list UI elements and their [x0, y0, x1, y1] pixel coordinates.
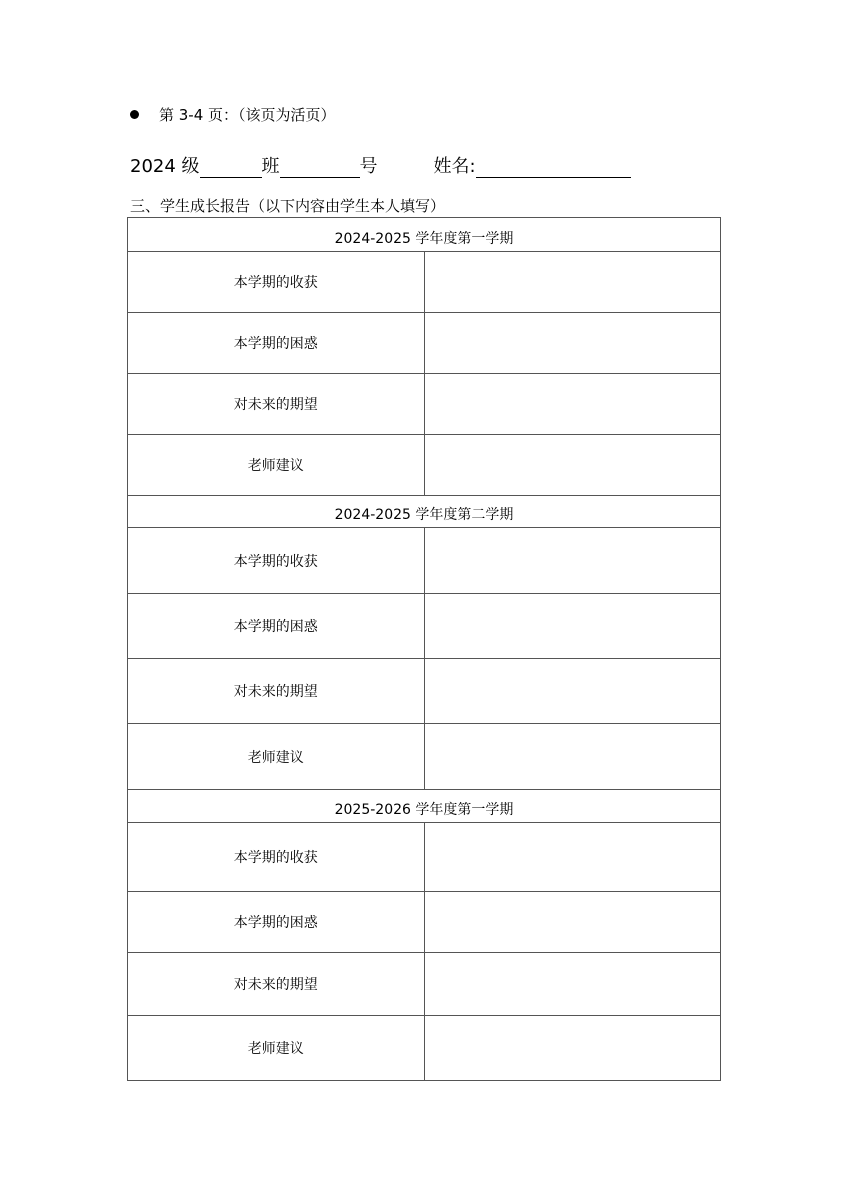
table-row: [128, 1016, 721, 1081]
name-field[interactable]: [476, 157, 631, 178]
answer-cell[interactable]: [424, 252, 721, 313]
answer-cell[interactable]: [424, 594, 721, 659]
term-title: 2025-2026 学年度第一学期: [128, 790, 721, 823]
row-label: 老师建议: [128, 724, 425, 790]
page-note-text: 第 3-4 页：（该页为活页）: [159, 105, 336, 124]
table-row: [128, 594, 721, 659]
answer-cell[interactable]: [424, 953, 721, 1016]
number-label: 号: [359, 156, 378, 177]
row-label: 老师建议: [128, 435, 425, 496]
term-header-row: [128, 496, 721, 528]
section-title: 三、学生成长报告（以下内容由学生本人填写）: [130, 197, 446, 215]
table-row: [128, 724, 721, 790]
table-row: [128, 892, 721, 953]
term-title: 2024-2025 学年度第二学期: [128, 496, 721, 528]
row-label: 本学期的困惑: [128, 892, 425, 953]
growth-report-table: [127, 217, 721, 1081]
row-label: 对未来的期望: [128, 659, 425, 724]
row-label: 本学期的收获: [128, 252, 425, 313]
table-row: [128, 528, 721, 594]
table-row: [128, 659, 721, 724]
grade-label: 2024 级: [130, 156, 200, 177]
row-label: 对未来的期望: [128, 953, 425, 1016]
bullet-icon: [130, 110, 139, 119]
row-label: 本学期的困惑: [128, 594, 425, 659]
answer-cell[interactable]: [424, 528, 721, 594]
row-label: 本学期的困惑: [128, 313, 425, 374]
name-label: 姓名:: [433, 156, 476, 177]
row-label: 老师建议: [128, 1016, 425, 1081]
answer-cell[interactable]: [424, 374, 721, 435]
page-note: [130, 103, 336, 125]
term-header-row: [128, 790, 721, 823]
answer-cell[interactable]: [424, 823, 721, 892]
student-info-line: [130, 150, 631, 178]
row-label: 本学期的收获: [128, 528, 425, 594]
answer-cell[interactable]: [424, 435, 721, 496]
answer-cell[interactable]: [424, 1016, 721, 1081]
answer-cell[interactable]: [424, 313, 721, 374]
class-field[interactable]: [200, 157, 262, 178]
table-row: [128, 252, 721, 313]
number-field[interactable]: [280, 157, 360, 178]
answer-cell[interactable]: [424, 659, 721, 724]
answer-cell[interactable]: [424, 724, 721, 790]
table-row: [128, 313, 721, 374]
class-label: 班: [261, 156, 280, 177]
term-title: 2024-2025 学年度第一学期: [128, 218, 721, 252]
row-label: 本学期的收获: [128, 823, 425, 892]
table-row: [128, 823, 721, 892]
table-row: [128, 374, 721, 435]
term-header-row: [128, 218, 721, 252]
table-row: [128, 953, 721, 1016]
answer-cell[interactable]: [424, 892, 721, 953]
table-row: [128, 435, 721, 496]
row-label: 对未来的期望: [128, 374, 425, 435]
